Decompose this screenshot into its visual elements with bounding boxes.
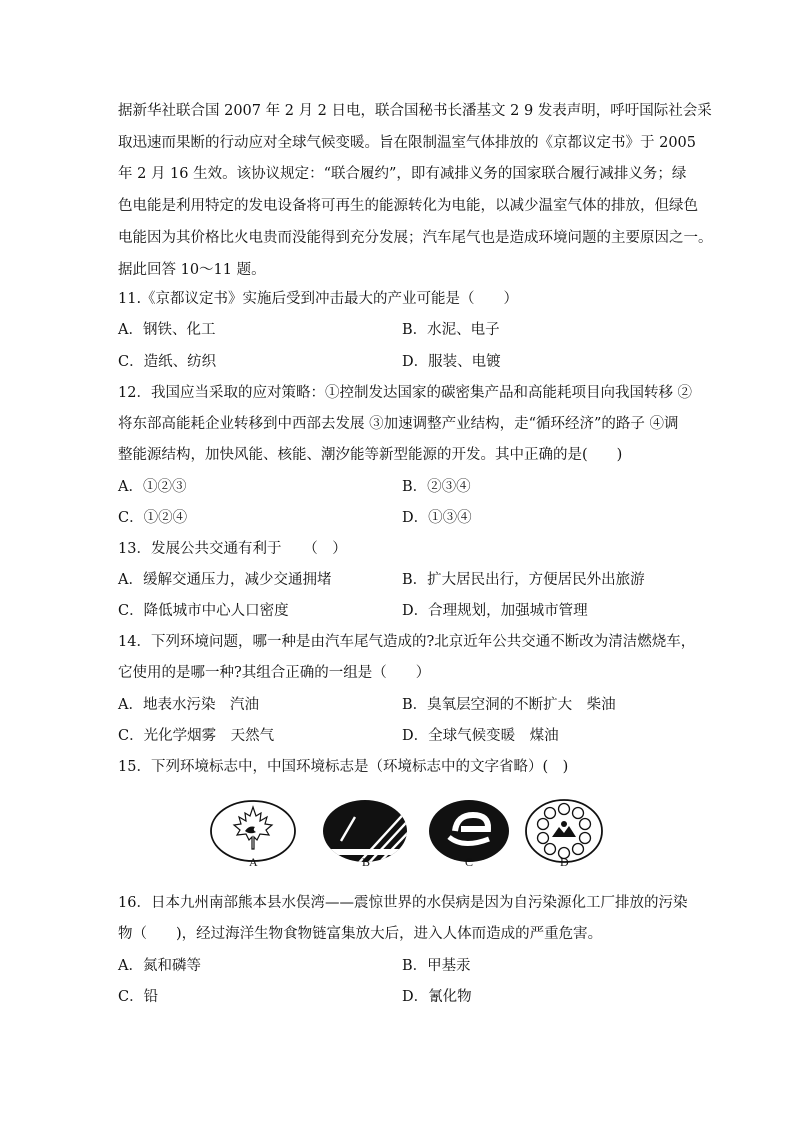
q16-option-d: D．氰化物 xyxy=(402,989,472,1005)
q16-option-b: B．甲基汞 xyxy=(402,958,471,974)
q12-option-b: B．②③④ xyxy=(402,479,471,495)
q14-stem-line-1: 14．下列环境问题，哪一种是由汽车尾气造成的?北京近年公共交通不断改为清洁燃烧车， xyxy=(118,634,696,650)
logo-a-maple-leaf-icon xyxy=(211,801,295,861)
q16-stem-line-2: 物（ )，经过海洋生物食物链富集放大后，进入人体而造成的严重危害。 xyxy=(118,926,603,942)
passage-line-6: 据此回答 10～11 题。 xyxy=(118,262,266,278)
q13-option-a: A．缓解交通压力，减少交通拥堵 xyxy=(118,572,332,588)
logos-svg xyxy=(205,797,605,869)
q13-option-b: B．扩大居民出行，方便居民外出旅游 xyxy=(402,572,645,588)
passage-line-4: 色电能是利用特定的发电设备将可再生的能源转化为电能，以减少温室气体的排放，但绿色 xyxy=(118,198,698,214)
q16-option-c: C．铅 xyxy=(118,989,159,1005)
q11-option-a: A．钢铁、化工 xyxy=(118,322,216,338)
logo-label-c: C xyxy=(465,855,474,869)
q13-option-d: D．合理规划，加强城市管理 xyxy=(402,603,588,619)
q16-option-a: A．氮和磷等 xyxy=(118,958,201,974)
q11-option-b: B．水泥、电子 xyxy=(402,322,500,338)
q12-option-c: C．①②④ xyxy=(118,510,188,526)
q13-stem: 13．发展公共交通有利于 （ ） xyxy=(118,541,347,557)
logo-label-d: D xyxy=(560,855,569,869)
q11-option-c: C．造纸、纺织 xyxy=(118,354,217,370)
passage-line-1: 据新华社联合国 2007 年 2 月 2 日电，联合国秘书长潘基文 2 9 发表声明，呼吁国际社会采 xyxy=(118,103,712,119)
q14-option-b: B．臭氧层空洞的不断扩大 柴油 xyxy=(402,697,616,713)
q12-stem-line-2: 将东部高能耗企业转移到中西部去发展 ③加速调整产业结构，走“循环经济”的路子 ④调 xyxy=(118,416,679,432)
q12-option-a: A．①②③ xyxy=(118,479,187,495)
q14-option-a: A．地表水污染 汽油 xyxy=(118,697,259,713)
passage-line-2: 取迅速而果断的行动应对全球气候变暖。旨在限制温室气体排放的《京都议定书》于 2005 xyxy=(118,135,697,151)
passage-line-5: 电能因为其价格比火电贵而没能得到充分发展；汽车尾气也是造成环境问题的主要原因之一。 xyxy=(118,230,713,246)
logo-c-e-shape-icon xyxy=(429,800,509,862)
q12-option-d: D．①③④ xyxy=(402,510,472,526)
q14-option-d: D．全球气候变暖 煤油 xyxy=(402,728,559,744)
q12-stem-line-3: 整能源结构，加快风能、核能、潮汐能等新型能源的开发。其中正确的是( ) xyxy=(118,447,623,463)
q11-option-d: D．服装、电镀 xyxy=(402,354,501,370)
q13-option-c: C．降低城市中心人口密度 xyxy=(118,603,289,619)
q15-stem: 15．下列环境标志中，中国环境标志是（环境标志中的文字省略）( ) xyxy=(118,759,569,775)
logo-label-b: B xyxy=(362,855,371,869)
environmental-logos-figure xyxy=(205,797,605,869)
q12-stem-line-1: 12．我国应当采取的应对策略：①控制发达国家的碳密集产品和高能耗项目向我国转移 ② xyxy=(118,385,693,401)
q14-stem-line-2: 它使用的是哪一种?其组合正确的一组是（ ） xyxy=(118,665,431,681)
logo-d-ten-rings-icon xyxy=(526,800,602,862)
q14-option-c: C．光化学烟雾 天然气 xyxy=(118,728,275,744)
passage-line-3: 年 2 月 16 生效。该协议规定：“联合履约”，即有减排义务的国家联合履行减排义务；绿 xyxy=(118,166,687,182)
logo-label-a: A xyxy=(249,855,258,869)
q16-stem-line-1: 16．日本九州南部熊本县水俣湾——震惊世界的水俣病是因为自污染源化工厂排放的污染 xyxy=(118,895,688,911)
logo-b-striped-icon xyxy=(323,800,423,867)
q11-stem: 11.《京都议定书》实施后受到冲击最大的产业可能是（ ） xyxy=(118,291,519,307)
